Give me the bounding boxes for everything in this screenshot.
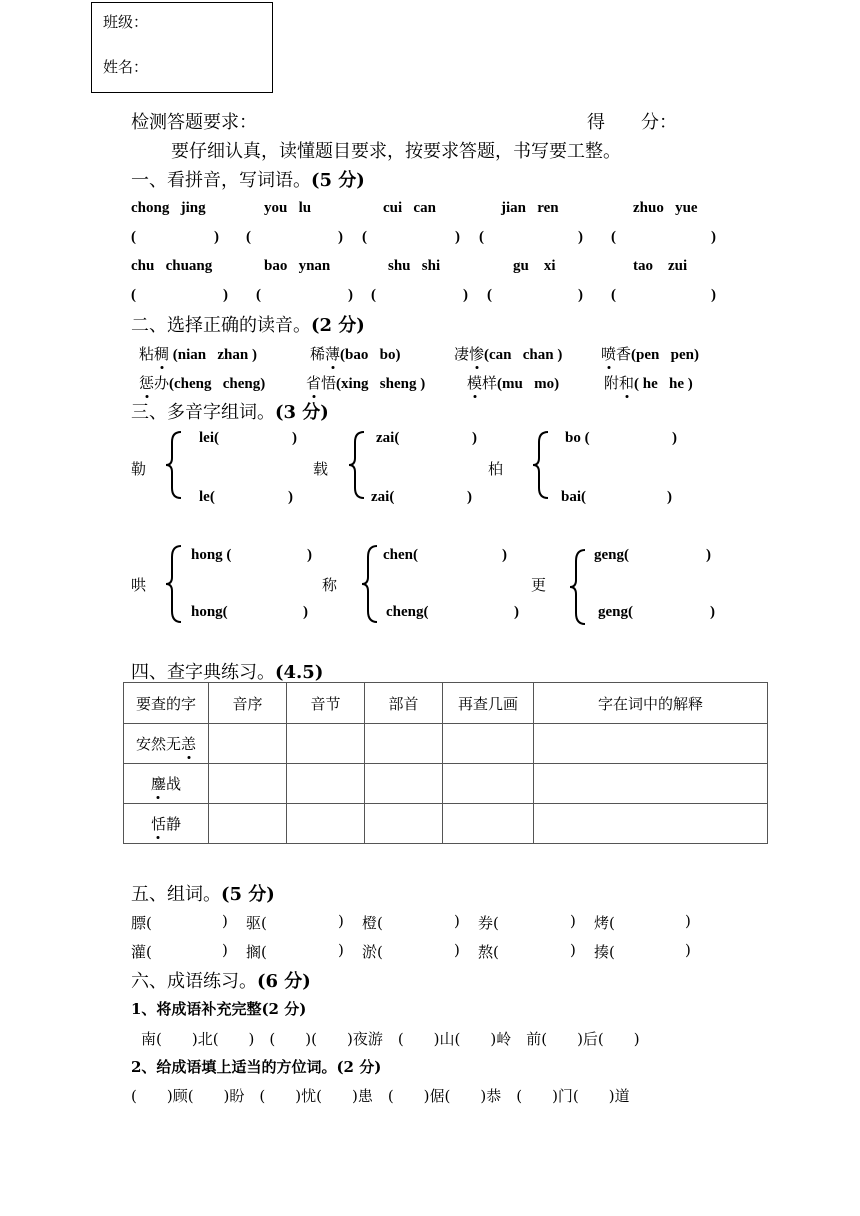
pinyin: chu chuang — [131, 258, 213, 274]
column-header: 音序 — [209, 683, 287, 724]
pinyin: cui can — [383, 200, 436, 216]
answer-cell[interactable] — [287, 804, 365, 844]
answer-cell[interactable] — [534, 724, 768, 764]
answer-cell[interactable] — [209, 764, 287, 804]
pinyin: shu shi — [388, 258, 441, 274]
section4-heading — [131, 658, 323, 684]
section3-title: 三、多音字组词。 — [131, 402, 275, 423]
answer-cell[interactable] — [365, 724, 443, 764]
table-row — [124, 804, 768, 844]
brace-icon — [531, 430, 551, 500]
brace-icon — [568, 548, 588, 626]
name-label: 姓名： — [103, 58, 149, 76]
section5-points: (5 分) — [221, 884, 275, 905]
blank-close: ) — [578, 229, 583, 245]
column-header: 音节 — [287, 683, 365, 724]
brace-icon — [360, 544, 380, 624]
blank-open: ( — [611, 229, 616, 245]
polyphone-bottom: hong( — [191, 604, 228, 620]
section3-heading — [131, 398, 329, 424]
polyphone-top: lei( — [199, 430, 219, 446]
answer-cell[interactable] — [209, 804, 287, 844]
blank-close: ) — [455, 229, 460, 245]
s2-item: 喷香(pen pen) — [601, 345, 699, 363]
section1-heading — [131, 166, 365, 192]
polyphone-char: 载 — [313, 460, 329, 478]
student-info-box — [91, 2, 273, 93]
section2-points: (2 分) — [311, 315, 365, 336]
answer-cell[interactable] — [209, 724, 287, 764]
section5-heading — [131, 880, 275, 906]
section6-points: (6 分) — [257, 971, 311, 992]
pinyin: tao zui — [633, 258, 688, 274]
blank-open: ( — [611, 287, 616, 303]
answer-cell[interactable] — [365, 764, 443, 804]
section2-title: 二、选择正确的读音。 — [131, 315, 311, 336]
answer-cell[interactable] — [443, 764, 534, 804]
pinyin: gu xi — [513, 258, 556, 274]
score-label: 得 分： — [587, 112, 677, 133]
blank-close: ) — [348, 287, 353, 303]
blank-close: ) — [338, 229, 343, 245]
s2-item: 省悟(xing sheng ) — [306, 374, 426, 392]
requirements-text: 要仔细认真，读懂题目要求，按要求答题，书写要工整。 — [171, 141, 621, 162]
blank-close: ) — [463, 287, 468, 303]
polyphone-bottom: zai( — [371, 489, 395, 505]
pinyin: chong jing — [131, 200, 206, 216]
blank-open: ( — [479, 229, 484, 245]
question-1: 1、将成语补充完整(2 分) — [131, 1000, 307, 1018]
blank-close: ) — [578, 287, 583, 303]
blank-open: ( — [371, 287, 376, 303]
blank-close: ) — [711, 229, 716, 245]
answer-cell[interactable] — [287, 764, 365, 804]
pinyin: zhuo yue — [633, 200, 698, 216]
requirements-title: 检测答题要求： — [131, 112, 257, 133]
polyphone-char: 勒 — [131, 460, 147, 478]
pinyin: bao ynan — [264, 258, 331, 274]
column-header: 要查的字 — [124, 683, 209, 724]
polyphone-top: bo ( — [565, 430, 590, 446]
section3-points: (3 分) — [275, 402, 329, 423]
s2-item: 粘稠 (nian zhan ) — [139, 345, 257, 363]
answer-cell[interactable] — [534, 804, 768, 844]
brace-icon — [164, 430, 184, 500]
s2-item: 凄惨(can chan ) — [454, 345, 563, 363]
lookup-word: 安然无恙 — [124, 724, 209, 764]
polyphone-bottom: geng( — [598, 604, 633, 620]
polyphone-bottom: cheng( — [386, 604, 429, 620]
brace-icon — [164, 544, 184, 624]
section1-points: (5 分) — [311, 170, 365, 191]
polyphone-char: 柏 — [488, 460, 504, 478]
s2-item: 稀薄(bao bo) — [310, 345, 401, 363]
lookup-word: 鏖战 — [124, 764, 209, 804]
lookup-word: 恬静 — [124, 804, 209, 844]
pinyin: you lu — [264, 200, 312, 216]
section6-heading — [131, 967, 311, 993]
dictionary-table — [123, 682, 768, 844]
table-row — [124, 724, 768, 764]
polyphone-char: 哄 — [131, 576, 147, 594]
table-row — [124, 764, 768, 804]
blank-open: ( — [246, 229, 251, 245]
question-2-line: ( )顾( )盼 ( )忧( )患 ( )倨( )恭 ( )门( )道 — [131, 1087, 630, 1105]
section2-heading — [131, 311, 365, 337]
polyphone-bottom: bai( — [561, 489, 587, 505]
column-header: 再查几画 — [443, 683, 534, 724]
answer-cell[interactable] — [365, 804, 443, 844]
answer-cell[interactable] — [443, 804, 534, 844]
section5-title: 五、组词。 — [131, 884, 221, 905]
s2-item: 附和( he he ) — [604, 374, 693, 392]
section4-title: 四、查字典练习。 — [131, 662, 275, 683]
question-2: 2、给成语填上适当的方位词。(2 分) — [131, 1058, 382, 1076]
table-header-row — [124, 683, 768, 724]
polyphone-top: zai( — [376, 430, 400, 446]
blank-close: ) — [711, 287, 716, 303]
polyphone-char: 更 — [531, 576, 547, 594]
brace-icon — [347, 430, 367, 500]
polyphone-bottom: le( — [199, 489, 215, 505]
column-header: 字在词中的解释 — [534, 683, 768, 724]
blank-open: ( — [131, 229, 136, 245]
polyphone-top: chen( — [383, 547, 418, 563]
blank-open: ( — [362, 229, 367, 245]
question-1-line: 南( )北( ) ( )( )夜游 ( )山( )岭 前( )后( ) — [141, 1030, 640, 1048]
polyphone-top: hong ( — [191, 547, 232, 563]
polyphone-char: 称 — [322, 576, 338, 594]
section1-title: 一、看拼音，写词语。 — [131, 170, 311, 191]
blank-close: ) — [223, 287, 228, 303]
column-header: 部首 — [365, 683, 443, 724]
answer-cell[interactable] — [287, 724, 365, 764]
blank-close: ) — [214, 229, 219, 245]
s2-item: 惩办(cheng cheng) — [139, 374, 266, 392]
blank-open: ( — [487, 287, 492, 303]
s2-item: 模样(mu mo) — [467, 374, 560, 392]
blank-open: ( — [256, 287, 261, 303]
blank-open: ( — [131, 287, 136, 303]
answer-cell[interactable] — [534, 764, 768, 804]
answer-cell[interactable] — [443, 724, 534, 764]
section6-title: 六、成语练习。 — [131, 971, 257, 992]
class-label: 班级： — [103, 13, 149, 31]
pinyin: jian ren — [501, 200, 559, 216]
section4-points: (4.5) — [275, 662, 324, 683]
polyphone-top: geng( — [594, 547, 629, 563]
